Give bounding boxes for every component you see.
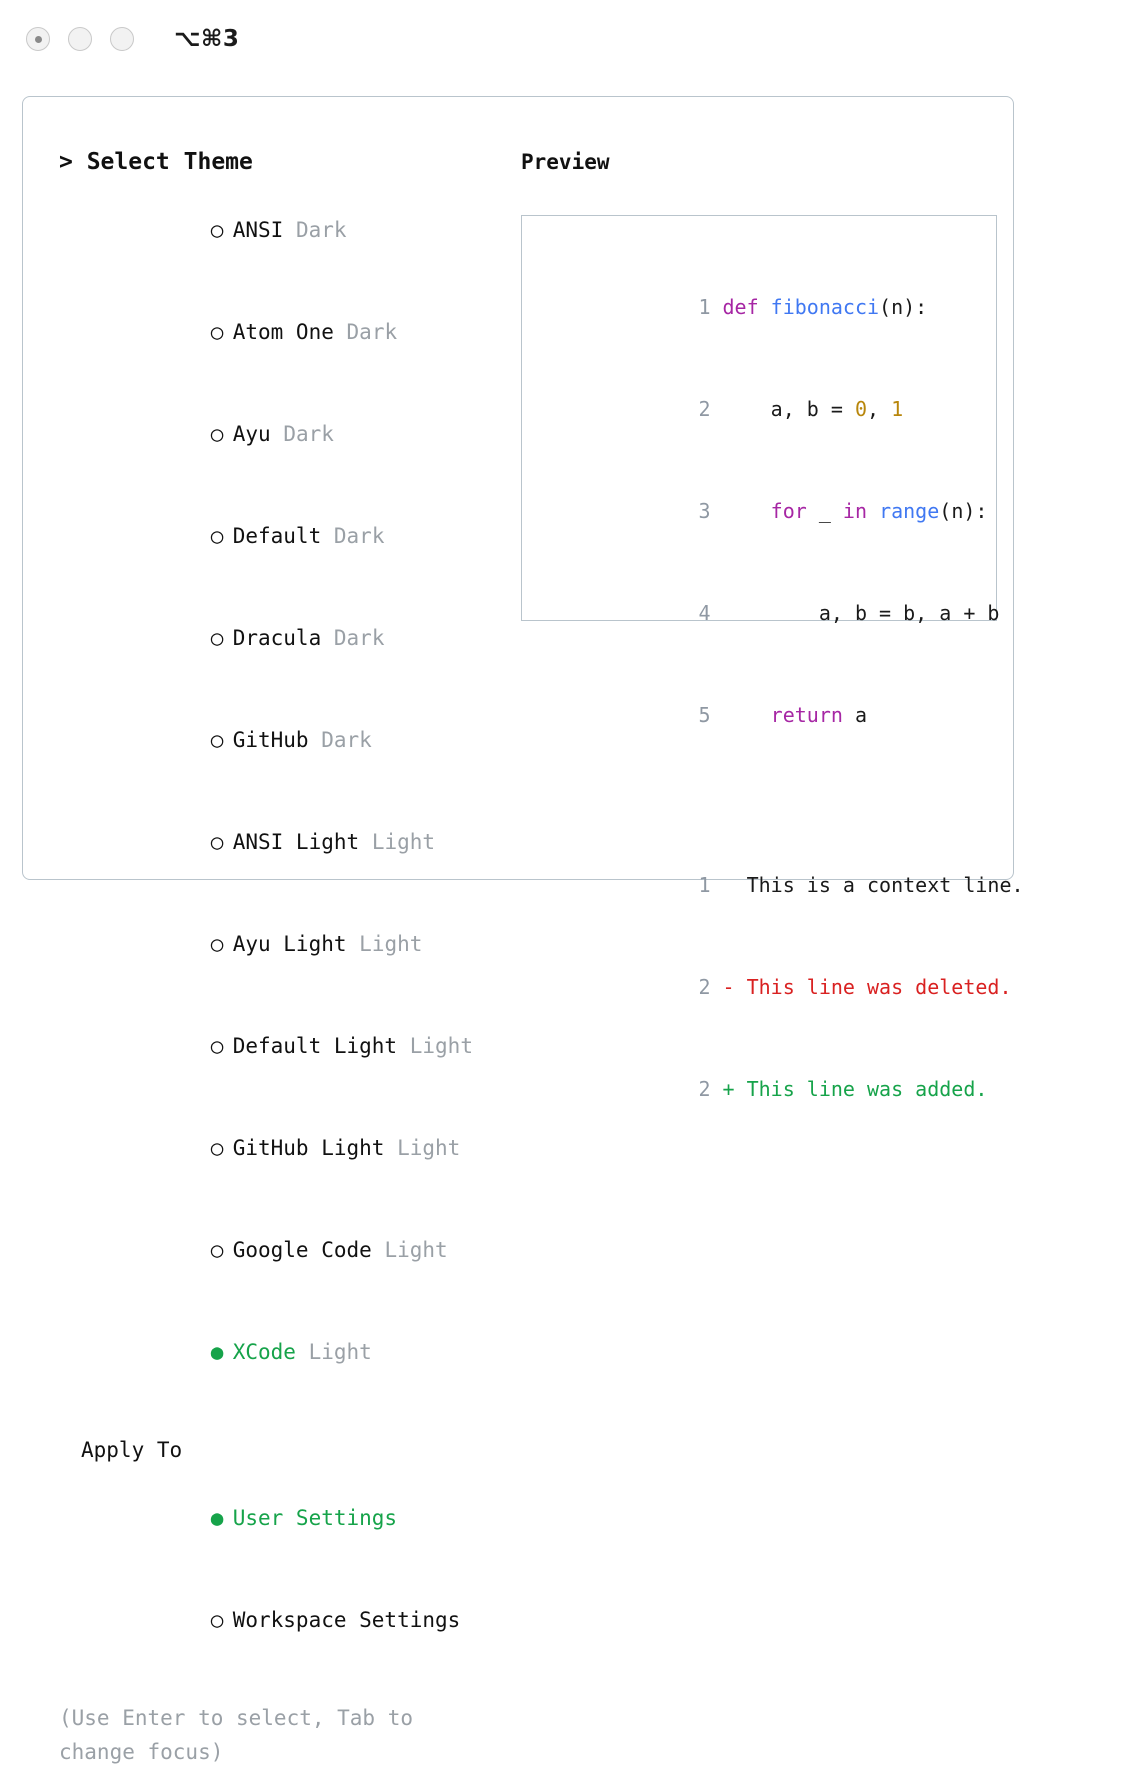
theme-list-item-selected[interactable] bbox=[59, 1301, 499, 1403]
theme-variant: Dark bbox=[283, 422, 334, 446]
theme-list-item[interactable] bbox=[59, 893, 499, 995]
code-token: range bbox=[879, 499, 940, 523]
theme-list-item[interactable] bbox=[59, 179, 499, 281]
diff-line-deleted bbox=[540, 936, 1012, 1038]
apply-to-option-label: Workspace Settings bbox=[232, 1608, 461, 1632]
theme-name: Atom One bbox=[232, 320, 334, 344]
code-token: a, b = b, a + b bbox=[722, 601, 1000, 625]
theme-name: ANSI Light bbox=[232, 830, 360, 854]
theme-name: Ayu bbox=[232, 422, 271, 446]
theme-name: Dracula bbox=[232, 626, 322, 650]
apply-to-option-user-settings[interactable] bbox=[59, 1467, 499, 1569]
code-token: , bbox=[867, 397, 892, 421]
radio-icon: ○ bbox=[210, 626, 224, 650]
theme-variant: Light bbox=[397, 1136, 461, 1160]
radio-icon: ○ bbox=[210, 524, 224, 548]
theme-variant: Dark bbox=[295, 218, 347, 242]
theme-list-item[interactable] bbox=[59, 587, 499, 689]
code-line bbox=[540, 562, 1000, 664]
theme-variant: Dark bbox=[321, 728, 372, 752]
radio-icon: ○ bbox=[210, 422, 224, 446]
radio-icon: ○ bbox=[210, 1136, 224, 1160]
theme-variant: Light bbox=[308, 1340, 372, 1364]
line-number: 3 bbox=[698, 499, 711, 523]
line-number: 2 bbox=[698, 1077, 711, 1101]
theme-variant: Dark bbox=[333, 626, 385, 650]
keyboard-hint: (Use Enter to select, Tab to change focus) bbox=[59, 1706, 414, 1764]
theme-list-item[interactable] bbox=[59, 689, 499, 791]
radio-icon: ○ bbox=[210, 932, 224, 956]
theme-list-item[interactable] bbox=[59, 281, 499, 383]
theme-list-item[interactable] bbox=[59, 1097, 499, 1199]
theme-name: ANSI bbox=[232, 218, 284, 242]
apply-to-option-label: User Settings bbox=[232, 1506, 398, 1530]
code-token: in bbox=[842, 499, 868, 523]
theme-list-item[interactable] bbox=[59, 485, 499, 587]
radio-icon-selected: ● bbox=[210, 1340, 224, 1364]
theme-name: Google Code bbox=[232, 1238, 372, 1262]
line-number: 4 bbox=[698, 601, 711, 625]
radio-icon: ○ bbox=[210, 1034, 224, 1058]
line-number: 5 bbox=[698, 703, 711, 727]
code-token: (n): bbox=[939, 499, 988, 523]
code-token: a, b = bbox=[722, 397, 855, 421]
minimize-dot[interactable] bbox=[68, 27, 92, 51]
code-line bbox=[540, 664, 996, 766]
theme-list-item[interactable] bbox=[59, 995, 499, 1097]
line-number: 1 bbox=[698, 873, 711, 897]
title-bar bbox=[0, 0, 1140, 78]
theme-variant: Light bbox=[359, 932, 423, 956]
code-line bbox=[540, 358, 996, 460]
theme-variant: Light bbox=[371, 830, 436, 854]
diff-text: + This line was added. bbox=[722, 1077, 988, 1101]
code-spacer bbox=[540, 766, 996, 800]
radio-icon: ○ bbox=[210, 218, 224, 242]
theme-name: Ayu Light bbox=[232, 932, 347, 956]
theme-variant: Light bbox=[409, 1034, 473, 1058]
code-token: a bbox=[842, 703, 868, 727]
theme-name: GitHub Light bbox=[232, 1136, 385, 1160]
line-number: 2 bbox=[698, 975, 711, 999]
line-number: 1 bbox=[698, 295, 711, 319]
radio-icon: ○ bbox=[210, 830, 224, 854]
code-token: (n): bbox=[879, 295, 928, 319]
theme-variant: Dark bbox=[346, 320, 398, 344]
code-line bbox=[540, 460, 996, 562]
code-token: def bbox=[722, 295, 771, 319]
preview-title: Preview bbox=[521, 150, 610, 174]
theme-list-item[interactable] bbox=[59, 1199, 499, 1301]
code-line bbox=[540, 256, 996, 358]
radio-icon: ○ bbox=[210, 1238, 224, 1262]
apply-to-option-workspace-settings[interactable] bbox=[59, 1569, 499, 1671]
preview-column bbox=[521, 145, 1024, 1101]
radio-icon: ○ bbox=[210, 320, 224, 344]
diff-line-context bbox=[540, 834, 1024, 936]
theme-variant: Light bbox=[384, 1238, 448, 1262]
window-shortcut-label: ⌥⌘3 bbox=[174, 26, 240, 52]
theme-variant: Dark bbox=[333, 524, 385, 548]
theme-name: Default bbox=[232, 524, 322, 548]
diff-text: - This line was deleted. bbox=[722, 975, 1012, 999]
diff-line-added bbox=[540, 1038, 996, 1140]
apply-to-options bbox=[59, 1467, 499, 1671]
line-number: 2 bbox=[698, 397, 711, 421]
apply-to-label: Apply To bbox=[81, 1438, 183, 1462]
close-dot[interactable] bbox=[26, 27, 50, 51]
diff-text: This is a context line. bbox=[722, 873, 1024, 897]
code-token bbox=[867, 499, 879, 523]
code-token: for bbox=[770, 499, 807, 523]
theme-list bbox=[59, 179, 499, 1403]
theme-name: Default Light bbox=[232, 1034, 398, 1058]
zoom-dot[interactable] bbox=[110, 27, 134, 51]
code-spacer bbox=[540, 800, 996, 834]
code-token bbox=[723, 499, 771, 523]
main-panel bbox=[22, 96, 1024, 1764]
radio-icon: ○ bbox=[210, 728, 224, 752]
code-token: _ bbox=[806, 499, 843, 523]
theme-list-item[interactable] bbox=[59, 383, 499, 485]
theme-name: GitHub bbox=[232, 728, 309, 752]
radio-icon-selected: ● bbox=[210, 1506, 224, 1530]
select-theme-heading: > Select Theme bbox=[59, 149, 253, 175]
code-token: 0 bbox=[854, 397, 867, 421]
code-token bbox=[723, 703, 771, 727]
code-token: fibonacci bbox=[770, 295, 880, 319]
preview-box bbox=[521, 215, 1024, 1101]
code-token: return bbox=[770, 703, 843, 727]
code-token: 1 bbox=[891, 397, 904, 421]
theme-selector-column bbox=[59, 145, 499, 1769]
radio-icon: ○ bbox=[210, 1608, 224, 1632]
theme-name: XCode bbox=[232, 1340, 296, 1364]
theme-list-item[interactable] bbox=[59, 791, 499, 893]
